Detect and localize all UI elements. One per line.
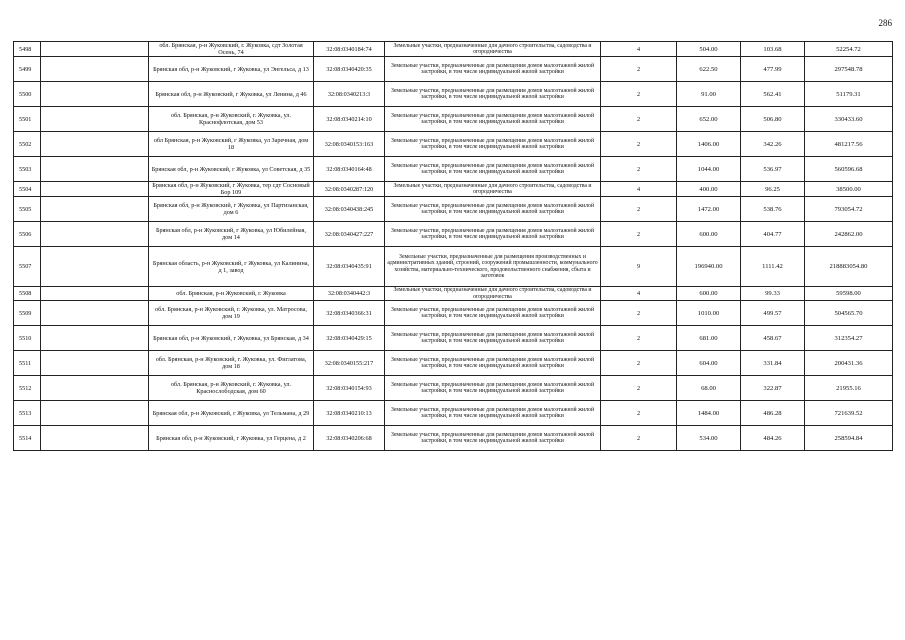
area-cell: 534.00	[677, 426, 741, 451]
land-use-cell: Земельные участки, предназначенные для размещения домов малоэтажной жилой застройки, в том числе индивидуальной жилой застройки	[385, 401, 601, 426]
cadastral-value-cell: 200431.36	[805, 351, 893, 376]
table-row	[14, 326, 893, 351]
cadastral-value-cell: 258594.84	[805, 426, 893, 451]
row-number-cell: 5510	[14, 326, 41, 351]
area-cell: 504.00	[677, 42, 741, 57]
table-row	[14, 376, 893, 401]
land-use-cell: Земельные участки, предназначенные для размещения домов малоэтажной жилой застройки, в том числе индивидуальной жилой застройки	[385, 107, 601, 132]
area-cell: 1484.00	[677, 401, 741, 426]
row-number-cell: 5512	[14, 376, 41, 401]
rate-cell: 562.41	[741, 82, 805, 107]
blank-cell	[41, 287, 149, 301]
cadastral-value-cell: 560596.68	[805, 157, 893, 182]
cadastral-value-cell: 330433.60	[805, 107, 893, 132]
land-use-cell: Земельные участки, предназначенные для размещения домов малоэтажной жилой застройки, в том числе индивидуальной жилой застройки	[385, 326, 601, 351]
land-use-cell: Земельные участки, предназначенные для дачного строительства, садоводства и огородничества	[385, 287, 601, 301]
address-cell: Брянская обл, р-н Жуковский, г Жуковка, ул Советская, д 35	[149, 157, 314, 182]
group-cell: 4	[601, 182, 677, 197]
row-number-cell: 5508	[14, 287, 41, 301]
group-cell: 2	[601, 132, 677, 157]
group-cell: 2	[601, 351, 677, 376]
rate-cell: 506.80	[741, 107, 805, 132]
area-cell: 1406.00	[677, 132, 741, 157]
row-number-cell: 5500	[14, 82, 41, 107]
area-cell: 1010.00	[677, 301, 741, 326]
blank-cell	[41, 82, 149, 107]
blank-cell	[41, 197, 149, 222]
rate-cell: 536.97	[741, 157, 805, 182]
blank-cell	[41, 351, 149, 376]
area-cell: 400.00	[677, 182, 741, 197]
group-cell: 4	[601, 287, 677, 301]
land-use-cell: Земельные участки, предназначенные для размещения домов малоэтажной жилой застройки, в том числе индивидуальной жилой застройки	[385, 351, 601, 376]
rate-cell: 99.33	[741, 287, 805, 301]
blank-cell	[41, 182, 149, 197]
group-cell: 2	[601, 301, 677, 326]
cadastral-number-cell: 32:08:0340427:227	[314, 222, 385, 247]
cadastral-number-cell: 32:08:0340210:13	[314, 401, 385, 426]
rate-cell: 1111.42	[741, 247, 805, 287]
area-cell: 600.00	[677, 287, 741, 301]
table-row	[14, 107, 893, 132]
address-cell: Брянская обл, р-н Жуковский, г Жуковка, ул Энгельса, д 13	[149, 57, 314, 82]
address-cell: обл Брянская, р-н Жуковский, г Жуковка, ул Заречная, дом 18	[149, 132, 314, 157]
table-row	[14, 222, 893, 247]
area-cell: 604.00	[677, 351, 741, 376]
group-cell: 2	[601, 401, 677, 426]
area-cell: 68.00	[677, 376, 741, 401]
cadastral-value-cell: 793054.72	[805, 197, 893, 222]
table-row	[14, 182, 893, 197]
area-cell: 652.00	[677, 107, 741, 132]
land-use-cell: Земельные участки, предназначенные для размещения домов малоэтажной жилой застройки, в том числе индивидуальной жилой застройки	[385, 82, 601, 107]
land-registry-table	[13, 41, 893, 451]
row-number-cell: 5503	[14, 157, 41, 182]
table-row	[14, 287, 893, 301]
blank-cell	[41, 57, 149, 82]
cadastral-number-cell: 32:08:0340184:74	[314, 42, 385, 57]
address-cell: Брянская обл, р-н Жуковский, г Жуковка, ул Тельмана, д 29	[149, 401, 314, 426]
row-number-cell: 5501	[14, 107, 41, 132]
blank-cell	[41, 376, 149, 401]
cadastral-number-cell: 32:08:0340287:120	[314, 182, 385, 197]
land-use-cell: Земельные участки, предназначенные для размещения домов малоэтажной жилой застройки, в том числе индивидуальной жилой застройки	[385, 426, 601, 451]
address-cell: Брянская обл, р-н Жуковский, г Жуковка, ул Юбилейная, дом 14	[149, 222, 314, 247]
row-number-cell: 5499	[14, 57, 41, 82]
rate-cell: 103.68	[741, 42, 805, 57]
blank-cell	[41, 107, 149, 132]
area-cell: 1044.00	[677, 157, 741, 182]
group-cell: 2	[601, 426, 677, 451]
row-number-cell: 5502	[14, 132, 41, 157]
area-cell: 600.00	[677, 222, 741, 247]
rate-cell: 484.26	[741, 426, 805, 451]
row-number-cell: 5509	[14, 301, 41, 326]
area-cell: 196940.00	[677, 247, 741, 287]
land-use-cell: Земельные участки, предназначенные для размещения домов малоэтажной жилой застройки, в том числе индивидуальной жилой застройки	[385, 157, 601, 182]
group-cell: 2	[601, 107, 677, 132]
land-use-cell: Земельные участки, предназначенные для размещения производственных и административных зданий, строений, сооружений промышленности, коммунального хозяйства, материально-технического, продовольственного снабжения, сбыта и заготовок	[385, 247, 601, 287]
table-body	[14, 42, 893, 451]
area-cell: 622.50	[677, 57, 741, 82]
rate-cell: 477.99	[741, 57, 805, 82]
rate-cell: 499.57	[741, 301, 805, 326]
group-cell: 9	[601, 247, 677, 287]
area-cell: 681.00	[677, 326, 741, 351]
area-cell: 1472.00	[677, 197, 741, 222]
table-row	[14, 132, 893, 157]
cadastral-number-cell: 32:08:0340438:245	[314, 197, 385, 222]
row-number-cell: 5506	[14, 222, 41, 247]
blank-cell	[41, 247, 149, 287]
cadastral-number-cell: 32:08:0340429:15	[314, 326, 385, 351]
land-use-cell: Земельные участки, предназначенные для размещения домов малоэтажной жилой застройки, в том числе индивидуальной жилой застройки	[385, 301, 601, 326]
address-cell: Брянская обл, р-н Жуковский, г Жуковка, тер сдт Сосновый Бор 109	[149, 182, 314, 197]
address-cell: обл. Брянская, р-н Жуковский, г. Жуковка, ул. Краснослободская, дом 60	[149, 376, 314, 401]
address-cell: Брянская обл, р-н Жуковский, г Жуковка, ул Партизанская, дом 6	[149, 197, 314, 222]
group-cell: 2	[601, 376, 677, 401]
cadastral-number-cell: 32:08:0340214:10	[314, 107, 385, 132]
blank-cell	[41, 132, 149, 157]
address-cell: обл. Брянская, р-н Жуковский, г. Жуковка, ул. Матросова, дом 19	[149, 301, 314, 326]
table-row	[14, 197, 893, 222]
row-number-cell: 5507	[14, 247, 41, 287]
address-cell: Брянская обл, р-н Жуковский, г Жуковка, ул Ленина, д 46	[149, 82, 314, 107]
table-row	[14, 42, 893, 57]
cadastral-value-cell: 297548.78	[805, 57, 893, 82]
cadastral-number-cell: 32:08:0340164:48	[314, 157, 385, 182]
table-row	[14, 426, 893, 451]
rate-cell: 404.77	[741, 222, 805, 247]
address-cell: Брянская обл, р-н Жуковский, г Жуковка, ул Брянская, д 34	[149, 326, 314, 351]
land-use-cell: Земельные участки, предназначенные для дачного строительства, садоводства и огородничества	[385, 182, 601, 197]
cadastral-value-cell: 504565.70	[805, 301, 893, 326]
cadastral-value-cell: 721639.52	[805, 401, 893, 426]
land-use-cell: Земельные участки, предназначенные для размещения домов малоэтажной жилой застройки, в том числе индивидуальной жилой застройки	[385, 132, 601, 157]
rate-cell: 458.67	[741, 326, 805, 351]
rate-cell: 538.76	[741, 197, 805, 222]
table-row	[14, 401, 893, 426]
address-cell: Брянская область, р-н Жуковский, г Жуковка, ул Калинина, д 1, завод	[149, 247, 314, 287]
cadastral-value-cell: 59598.00	[805, 287, 893, 301]
group-cell: 2	[601, 197, 677, 222]
group-cell: 2	[601, 326, 677, 351]
cadastral-number-cell: 32:08:0340206:68	[314, 426, 385, 451]
cadastral-number-cell: 32:08:0340155:217	[314, 351, 385, 376]
land-use-cell: Земельные участки, предназначенные для размещения домов малоэтажной жилой застройки, в том числе индивидуальной жилой застройки	[385, 222, 601, 247]
row-number-cell: 5498	[14, 42, 41, 57]
cadastral-value-cell: 38500.00	[805, 182, 893, 197]
row-number-cell: 5511	[14, 351, 41, 376]
cadastral-number-cell: 32:08:0340213:3	[314, 82, 385, 107]
address-cell: обл. Брянская, р-н Жуковский, г. Жуковка, ул. Краснофлотская, дом 53	[149, 107, 314, 132]
address-cell: Брянская обл, р-н Жуковский, г Жуковка, ул Герцена, д 2	[149, 426, 314, 451]
land-use-cell: Земельные участки, предназначенные для размещения домов малоэтажной жилой застройки, в том числе индивидуальной жилой застройки	[385, 57, 601, 82]
blank-cell	[41, 426, 149, 451]
cadastral-value-cell: 21955.16	[805, 376, 893, 401]
land-use-cell: Земельные участки, предназначенные для размещения домов малоэтажной жилой застройки, в том числе индивидуальной жилой застройки	[385, 376, 601, 401]
cadastral-number-cell: 32:08:0340154:93	[314, 376, 385, 401]
group-cell: 4	[601, 42, 677, 57]
blank-cell	[41, 42, 149, 57]
blank-cell	[41, 157, 149, 182]
cadastral-number-cell: 32:08:0340366:31	[314, 301, 385, 326]
land-use-cell: Земельные участки, предназначенные для размещения домов малоэтажной жилой застройки, в том числе индивидуальной жилой застройки	[385, 197, 601, 222]
rate-cell: 322.87	[741, 376, 805, 401]
cadastral-value-cell: 312354.27	[805, 326, 893, 351]
row-number-cell: 5504	[14, 182, 41, 197]
blank-cell	[41, 301, 149, 326]
blank-cell	[41, 401, 149, 426]
cadastral-value-cell: 52254.72	[805, 42, 893, 57]
cadastral-value-cell: 51179.31	[805, 82, 893, 107]
cadastral-number-cell: 32:08:0340442:3	[314, 287, 385, 301]
blank-cell	[41, 222, 149, 247]
cadastral-number-cell: 32:08:0340153:163	[314, 132, 385, 157]
group-cell: 2	[601, 222, 677, 247]
row-number-cell: 5514	[14, 426, 41, 451]
table-row	[14, 247, 893, 287]
row-number-cell: 5505	[14, 197, 41, 222]
address-cell: обл. Брянская, р-н Жуковский, г. Жуковка, сдт Золотая Осень, 74	[149, 42, 314, 57]
group-cell: 2	[601, 82, 677, 107]
blank-cell	[41, 326, 149, 351]
cadastral-value-cell: 242862.00	[805, 222, 893, 247]
page-number: 286	[878, 18, 892, 28]
area-cell: 91.00	[677, 82, 741, 107]
table-row	[14, 301, 893, 326]
table-row	[14, 157, 893, 182]
rate-cell: 331.84	[741, 351, 805, 376]
group-cell: 2	[601, 157, 677, 182]
rate-cell: 96.25	[741, 182, 805, 197]
table-row	[14, 351, 893, 376]
address-cell: обл. Брянская, р-н Жуковский, г. Жуковка	[149, 287, 314, 301]
address-cell: обл. Брянская, р-н Жуковский, г. Жуковка, ул. Фиглатова, дом 18	[149, 351, 314, 376]
table-row	[14, 57, 893, 82]
cadastral-number-cell: 32:08:0340435:91	[314, 247, 385, 287]
land-use-cell: Земельные участки, предназначенные для дачного строительства, садоводства и огородничества	[385, 42, 601, 57]
cadastral-value-cell: 218883054.80	[805, 247, 893, 287]
row-number-cell: 5513	[14, 401, 41, 426]
rate-cell: 486.28	[741, 401, 805, 426]
cadastral-number-cell: 32:08:0340420:35	[314, 57, 385, 82]
group-cell: 2	[601, 57, 677, 82]
cadastral-value-cell: 481217.56	[805, 132, 893, 157]
table-row	[14, 82, 893, 107]
rate-cell: 342.26	[741, 132, 805, 157]
